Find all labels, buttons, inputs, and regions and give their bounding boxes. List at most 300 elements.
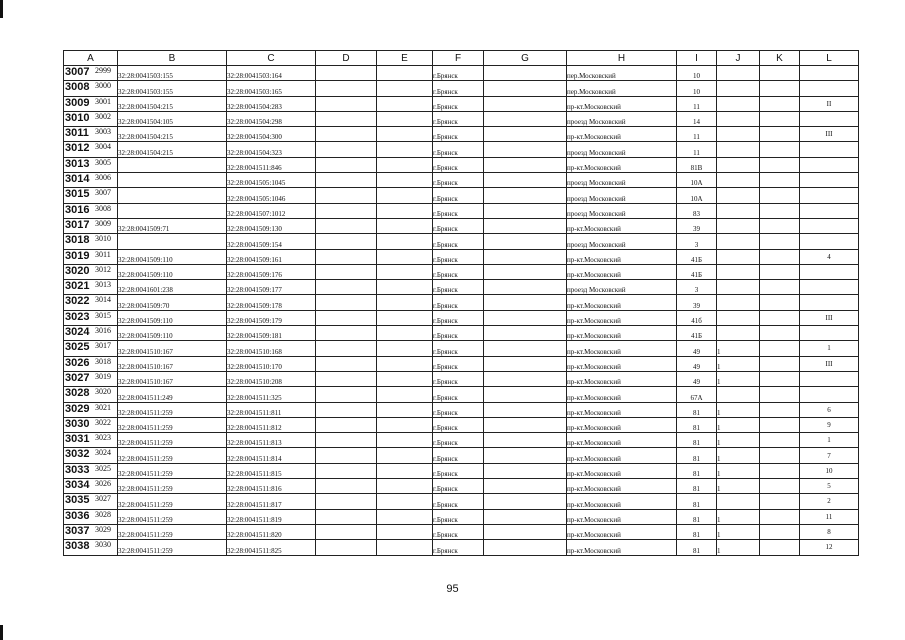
cell-k[interactable]	[760, 371, 800, 386]
cell-l-apartment[interactable]	[800, 157, 859, 172]
cell-k[interactable]	[760, 387, 800, 402]
cell-d[interactable]	[316, 479, 377, 494]
cell-d[interactable]	[316, 417, 377, 432]
cell-e[interactable]	[377, 295, 433, 310]
cell-b-parcel-number[interactable]: 32:28:0041511:259	[118, 463, 227, 478]
column-header-d[interactable]: D	[316, 51, 377, 66]
cell-g[interactable]	[484, 188, 567, 203]
cell-c-object-number[interactable]: 32:28:0041503:164	[227, 66, 316, 81]
row-header[interactable]	[64, 188, 118, 203]
cell-k[interactable]	[760, 479, 800, 494]
cell-e[interactable]	[377, 433, 433, 448]
cell-h-street[interactable]: пр-кт.Московский	[567, 524, 677, 539]
cell-e[interactable]	[377, 203, 433, 218]
cell-g[interactable]	[484, 111, 567, 126]
cell-b-parcel-number[interactable]: 32:28:0041503:155	[118, 81, 227, 96]
column-header-i[interactable]: I	[677, 51, 717, 66]
cell-j[interactable]	[717, 81, 760, 96]
row-header[interactable]	[64, 295, 118, 310]
cell-c-object-number[interactable]: 32:28:0041509:130	[227, 218, 316, 233]
cell-h-street[interactable]: пр-кт.Московский	[567, 341, 677, 356]
cell-e[interactable]	[377, 173, 433, 188]
cell-b-parcel-number[interactable]: 32:28:0041509:70	[118, 295, 227, 310]
cell-c-object-number[interactable]: 32:28:0041511:325	[227, 387, 316, 402]
cell-k[interactable]	[760, 142, 800, 157]
cell-i-house[interactable]: 81	[677, 479, 717, 494]
cell-g[interactable]	[484, 509, 567, 524]
cell-e[interactable]	[377, 341, 433, 356]
row-header[interactable]	[64, 203, 118, 218]
cell-k[interactable]	[760, 509, 800, 524]
row-header[interactable]	[64, 111, 118, 126]
cell-h-street[interactable]: проезд Московский	[567, 234, 677, 249]
cell-h-street[interactable]: пр-кт.Московский	[567, 417, 677, 432]
cell-e[interactable]	[377, 371, 433, 386]
cell-f-city[interactable]: г.Брянск	[433, 203, 484, 218]
cell-l-apartment[interactable]: 7	[800, 448, 859, 463]
cell-l-apartment[interactable]	[800, 173, 859, 188]
cell-g[interactable]	[484, 127, 567, 142]
cell-i-house[interactable]: 10А	[677, 188, 717, 203]
cell-c-object-number[interactable]: 32:28:0041504:300	[227, 127, 316, 142]
cell-l-apartment[interactable]: 5	[800, 479, 859, 494]
cell-g[interactable]	[484, 280, 567, 295]
cell-k[interactable]	[760, 111, 800, 126]
cell-b-parcel-number[interactable]	[118, 157, 227, 172]
cell-f-city[interactable]: г.Брянск	[433, 540, 484, 555]
row-header[interactable]	[64, 127, 118, 142]
cell-d[interactable]	[316, 463, 377, 478]
cell-c-object-number[interactable]: 32:28:0041503:165	[227, 81, 316, 96]
cell-h-street[interactable]: пр-кт.Московский	[567, 264, 677, 279]
cell-l-apartment[interactable]: 11	[800, 509, 859, 524]
cell-h-street[interactable]: проезд Московский	[567, 280, 677, 295]
cell-c-object-number[interactable]: 32:28:0041511:817	[227, 494, 316, 509]
row-header[interactable]	[64, 280, 118, 295]
cell-f-city[interactable]: г.Брянск	[433, 402, 484, 417]
cell-e[interactable]	[377, 509, 433, 524]
cell-d[interactable]	[316, 173, 377, 188]
cell-d[interactable]	[316, 280, 377, 295]
cell-h-street[interactable]: пр-кт.Московский	[567, 356, 677, 371]
cell-f-city[interactable]: г.Брянск	[433, 81, 484, 96]
row-header[interactable]	[64, 371, 118, 386]
cell-f-city[interactable]: г.Брянск	[433, 66, 484, 81]
cell-l-apartment[interactable]	[800, 218, 859, 233]
cell-b-parcel-number[interactable]: 32:28:0041510:167	[118, 341, 227, 356]
cell-e[interactable]	[377, 448, 433, 463]
cell-l-apartment[interactable]	[800, 280, 859, 295]
cell-g[interactable]	[484, 463, 567, 478]
cell-c-object-number[interactable]: 32:28:0041507:1012	[227, 203, 316, 218]
cell-g[interactable]	[484, 96, 567, 111]
cell-h-street[interactable]: пр-кт.Московский	[567, 249, 677, 264]
cell-b-parcel-number[interactable]	[118, 188, 227, 203]
cell-d[interactable]	[316, 524, 377, 539]
cell-l-apartment[interactable]	[800, 81, 859, 96]
cell-f-city[interactable]: г.Брянск	[433, 387, 484, 402]
cell-h-street[interactable]: пр-кт.Московский	[567, 433, 677, 448]
cell-k[interactable]	[760, 326, 800, 341]
column-header-l[interactable]: L	[800, 51, 859, 66]
cell-i-house[interactable]: 49	[677, 371, 717, 386]
cell-j[interactable]	[717, 326, 760, 341]
cell-i-house[interactable]: 81	[677, 494, 717, 509]
cell-i-house[interactable]: 39	[677, 295, 717, 310]
cell-l-apartment[interactable]: 1	[800, 341, 859, 356]
cell-i-house[interactable]: 3	[677, 234, 717, 249]
cell-g[interactable]	[484, 310, 567, 325]
cell-j[interactable]	[717, 188, 760, 203]
cell-g[interactable]	[484, 173, 567, 188]
cell-d[interactable]	[316, 127, 377, 142]
cell-l-apartment[interactable]: 12	[800, 540, 859, 555]
cell-f-city[interactable]: г.Брянск	[433, 234, 484, 249]
cell-j[interactable]: 1	[717, 463, 760, 478]
cell-l-apartment[interactable]	[800, 264, 859, 279]
cell-k[interactable]	[760, 280, 800, 295]
cell-c-object-number[interactable]: 32:28:0041510:168	[227, 341, 316, 356]
cell-i-house[interactable]: 81	[677, 509, 717, 524]
cell-d[interactable]	[316, 387, 377, 402]
cell-d[interactable]	[316, 188, 377, 203]
cell-l-apartment[interactable]	[800, 371, 859, 386]
cell-f-city[interactable]: г.Брянск	[433, 96, 484, 111]
cell-l-apartment[interactable]	[800, 295, 859, 310]
cell-k[interactable]	[760, 295, 800, 310]
cell-i-house[interactable]: 41б	[677, 310, 717, 325]
cell-d[interactable]	[316, 234, 377, 249]
cell-f-city[interactable]: г.Брянск	[433, 341, 484, 356]
cell-e[interactable]	[377, 310, 433, 325]
cell-l-apartment[interactable]	[800, 387, 859, 402]
cell-i-house[interactable]: 10	[677, 81, 717, 96]
cell-b-parcel-number[interactable]: 32:28:0041511:259	[118, 509, 227, 524]
row-header[interactable]	[64, 402, 118, 417]
cell-k[interactable]	[760, 66, 800, 81]
cell-c-object-number[interactable]: 32:28:0041505:1045	[227, 173, 316, 188]
cell-l-apartment[interactable]	[800, 111, 859, 126]
row-header[interactable]	[64, 310, 118, 325]
cell-l-apartment[interactable]	[800, 234, 859, 249]
cell-i-house[interactable]: 11	[677, 127, 717, 142]
cell-e[interactable]	[377, 249, 433, 264]
cell-h-street[interactable]: пер.Московский	[567, 81, 677, 96]
cell-h-street[interactable]: пр-кт.Московский	[567, 295, 677, 310]
cell-g[interactable]	[484, 540, 567, 555]
cell-l-apartment[interactable]: 1	[800, 433, 859, 448]
cell-j[interactable]	[717, 111, 760, 126]
cell-e[interactable]	[377, 326, 433, 341]
cell-e[interactable]	[377, 463, 433, 478]
cell-g[interactable]	[484, 387, 567, 402]
cell-h-street[interactable]: пр-кт.Московский	[567, 402, 677, 417]
cell-k[interactable]	[760, 127, 800, 142]
cell-b-parcel-number[interactable]: 32:28:0041509:110	[118, 249, 227, 264]
cell-f-city[interactable]: г.Брянск	[433, 157, 484, 172]
cell-l-apartment[interactable]	[800, 188, 859, 203]
cell-c-object-number[interactable]: 32:28:0041511:820	[227, 524, 316, 539]
cell-g[interactable]	[484, 479, 567, 494]
cell-k[interactable]	[760, 81, 800, 96]
cell-d[interactable]	[316, 402, 377, 417]
cell-h-street[interactable]: проезд Московский	[567, 203, 677, 218]
cell-c-object-number[interactable]: 32:28:0041509:181	[227, 326, 316, 341]
cell-k[interactable]	[760, 218, 800, 233]
cell-k[interactable]	[760, 203, 800, 218]
cell-j[interactable]	[717, 157, 760, 172]
cell-e[interactable]	[377, 111, 433, 126]
row-header[interactable]	[64, 494, 118, 509]
cell-j[interactable]	[717, 264, 760, 279]
column-header-j[interactable]: J	[717, 51, 760, 66]
cell-k[interactable]	[760, 433, 800, 448]
cell-c-object-number[interactable]: 32:28:0041511:825	[227, 540, 316, 555]
column-header-e[interactable]: E	[377, 51, 433, 66]
cell-k[interactable]	[760, 524, 800, 539]
cell-d[interactable]	[316, 341, 377, 356]
cell-b-parcel-number[interactable]: 32:28:0041511:259	[118, 402, 227, 417]
cell-h-street[interactable]: пр-кт.Московский	[567, 463, 677, 478]
cell-j[interactable]: 1	[717, 448, 760, 463]
cell-g[interactable]	[484, 264, 567, 279]
cell-d[interactable]	[316, 295, 377, 310]
cell-f-city[interactable]: г.Брянск	[433, 417, 484, 432]
cell-i-house[interactable]: 10	[677, 66, 717, 81]
column-header-g[interactable]: G	[484, 51, 567, 66]
cell-j[interactable]	[717, 387, 760, 402]
cell-l-apartment[interactable]: III	[800, 310, 859, 325]
cell-i-house[interactable]: 81В	[677, 157, 717, 172]
row-header[interactable]	[64, 341, 118, 356]
cell-d[interactable]	[316, 203, 377, 218]
cell-d[interactable]	[316, 249, 377, 264]
cell-j[interactable]	[717, 218, 760, 233]
cell-b-parcel-number[interactable]: 32:28:0041509:110	[118, 310, 227, 325]
cell-e[interactable]	[377, 280, 433, 295]
row-header[interactable]	[64, 264, 118, 279]
cell-e[interactable]	[377, 142, 433, 157]
cell-j[interactable]	[717, 310, 760, 325]
cell-d[interactable]	[316, 326, 377, 341]
cell-j[interactable]	[717, 203, 760, 218]
cell-f-city[interactable]: г.Брянск	[433, 127, 484, 142]
cell-k[interactable]	[760, 249, 800, 264]
cell-h-street[interactable]: пр-кт.Московский	[567, 494, 677, 509]
cell-b-parcel-number[interactable]: 32:28:0041511:249	[118, 387, 227, 402]
cell-g[interactable]	[484, 295, 567, 310]
cell-g[interactable]	[484, 402, 567, 417]
cell-l-apartment[interactable]: 6	[800, 402, 859, 417]
row-header[interactable]	[64, 524, 118, 539]
row-header[interactable]	[64, 234, 118, 249]
row-header[interactable]	[64, 433, 118, 448]
cell-l-apartment[interactable]: III	[800, 127, 859, 142]
row-header[interactable]	[64, 387, 118, 402]
cell-h-street[interactable]: пр-кт.Московский	[567, 96, 677, 111]
cell-l-apartment[interactable]: 8	[800, 524, 859, 539]
cell-k[interactable]	[760, 96, 800, 111]
cell-e[interactable]	[377, 157, 433, 172]
cell-i-house[interactable]: 41Б	[677, 249, 717, 264]
cell-e[interactable]	[377, 356, 433, 371]
cell-d[interactable]	[316, 157, 377, 172]
cell-k[interactable]	[760, 356, 800, 371]
cell-b-parcel-number[interactable]: 32:28:0041504:215	[118, 127, 227, 142]
cell-e[interactable]	[377, 264, 433, 279]
cell-g[interactable]	[484, 218, 567, 233]
cell-i-house[interactable]: 3	[677, 280, 717, 295]
cell-b-parcel-number[interactable]: 32:28:0041511:259	[118, 540, 227, 555]
cell-k[interactable]	[760, 173, 800, 188]
cell-e[interactable]	[377, 234, 433, 249]
column-header-h[interactable]: H	[567, 51, 677, 66]
cell-f-city[interactable]: г.Брянск	[433, 479, 484, 494]
cell-b-parcel-number[interactable]: 32:28:0041511:259	[118, 524, 227, 539]
cell-b-parcel-number[interactable]: 32:28:0041511:259	[118, 479, 227, 494]
cell-d[interactable]	[316, 264, 377, 279]
cell-e[interactable]	[377, 218, 433, 233]
cell-i-house[interactable]: 67А	[677, 387, 717, 402]
cell-d[interactable]	[316, 142, 377, 157]
cell-b-parcel-number[interactable]: 32:28:0041511:259	[118, 448, 227, 463]
cell-h-street[interactable]: пр-кт.Московский	[567, 479, 677, 494]
cell-f-city[interactable]: г.Брянск	[433, 295, 484, 310]
cell-l-apartment[interactable]: 10	[800, 463, 859, 478]
column-header-c[interactable]: C	[227, 51, 316, 66]
cell-h-street[interactable]: пр-кт.Московский	[567, 371, 677, 386]
cell-i-house[interactable]: 81	[677, 540, 717, 555]
cell-h-street[interactable]: пр-кт.Московский	[567, 157, 677, 172]
cell-d[interactable]	[316, 509, 377, 524]
cell-g[interactable]	[484, 524, 567, 539]
column-header-b[interactable]: B	[118, 51, 227, 66]
cell-g[interactable]	[484, 234, 567, 249]
cell-i-house[interactable]: 41Б	[677, 264, 717, 279]
cell-j[interactable]: 1	[717, 540, 760, 555]
cell-h-street[interactable]: проезд Московский	[567, 173, 677, 188]
cell-b-parcel-number[interactable]: 32:28:0041504:105	[118, 111, 227, 126]
cell-c-object-number[interactable]: 32:28:0041511:812	[227, 417, 316, 432]
cell-k[interactable]	[760, 341, 800, 356]
cell-b-parcel-number[interactable]: 32:28:0041510:167	[118, 356, 227, 371]
cell-j[interactable]	[717, 494, 760, 509]
cell-c-object-number[interactable]: 32:28:0041504:298	[227, 111, 316, 126]
cell-c-object-number[interactable]: 32:28:0041511:815	[227, 463, 316, 478]
cell-f-city[interactable]: г.Брянск	[433, 264, 484, 279]
cell-e[interactable]	[377, 81, 433, 96]
cell-c-object-number[interactable]: 32:28:0041510:208	[227, 371, 316, 386]
row-header[interactable]	[64, 142, 118, 157]
cell-b-parcel-number[interactable]: 32:28:0041511:259	[118, 494, 227, 509]
cell-c-object-number[interactable]: 32:28:0041511:819	[227, 509, 316, 524]
cell-i-house[interactable]: 83	[677, 203, 717, 218]
cell-k[interactable]	[760, 264, 800, 279]
row-header[interactable]	[64, 66, 118, 81]
row-header[interactable]	[64, 479, 118, 494]
cell-h-street[interactable]: пр-кт.Московский	[567, 448, 677, 463]
cell-c-object-number[interactable]: 32:28:0041511:846	[227, 157, 316, 172]
cell-e[interactable]	[377, 479, 433, 494]
cell-d[interactable]	[316, 371, 377, 386]
row-header[interactable]	[64, 249, 118, 264]
cell-e[interactable]	[377, 494, 433, 509]
cell-c-object-number[interactable]: 32:28:0041504:283	[227, 96, 316, 111]
cell-i-house[interactable]: 81	[677, 448, 717, 463]
cell-h-street[interactable]: пр-кт.Московский	[567, 540, 677, 555]
cell-j[interactable]: 1	[717, 402, 760, 417]
cell-d[interactable]	[316, 356, 377, 371]
cell-f-city[interactable]: г.Брянск	[433, 218, 484, 233]
cell-j[interactable]: 1	[717, 417, 760, 432]
cell-i-house[interactable]: 41Б	[677, 326, 717, 341]
cell-d[interactable]	[316, 433, 377, 448]
cell-h-street[interactable]: пр-кт.Московский	[567, 509, 677, 524]
cell-d[interactable]	[316, 81, 377, 96]
cell-f-city[interactable]: г.Брянск	[433, 326, 484, 341]
cell-i-house[interactable]: 81	[677, 433, 717, 448]
row-header[interactable]	[64, 417, 118, 432]
cell-h-street[interactable]: пр-кт.Московский	[567, 310, 677, 325]
cell-h-street[interactable]: пер.Московский	[567, 66, 677, 81]
row-header[interactable]	[64, 540, 118, 555]
cell-c-object-number[interactable]: 32:28:0041511:814	[227, 448, 316, 463]
cell-h-street[interactable]: проезд Московский	[567, 111, 677, 126]
cell-f-city[interactable]: г.Брянск	[433, 433, 484, 448]
cell-c-object-number[interactable]: 32:28:0041509:161	[227, 249, 316, 264]
cell-g[interactable]	[484, 326, 567, 341]
cell-i-house[interactable]: 11	[677, 96, 717, 111]
cell-d[interactable]	[316, 218, 377, 233]
cell-b-parcel-number[interactable]: 32:28:0041504:215	[118, 142, 227, 157]
cell-g[interactable]	[484, 356, 567, 371]
cell-d[interactable]	[316, 540, 377, 555]
cell-e[interactable]	[377, 540, 433, 555]
cell-i-house[interactable]: 81	[677, 524, 717, 539]
row-header[interactable]	[64, 96, 118, 111]
cell-g[interactable]	[484, 157, 567, 172]
cell-c-object-number[interactable]: 32:28:0041505:1046	[227, 188, 316, 203]
cell-j[interactable]: 1	[717, 356, 760, 371]
cell-e[interactable]	[377, 66, 433, 81]
cell-f-city[interactable]: г.Брянск	[433, 173, 484, 188]
cell-g[interactable]	[484, 448, 567, 463]
cell-c-object-number[interactable]: 32:28:0041509:154	[227, 234, 316, 249]
cell-e[interactable]	[377, 96, 433, 111]
cell-e[interactable]	[377, 402, 433, 417]
cell-g[interactable]	[484, 371, 567, 386]
cell-l-apartment[interactable]: 9	[800, 417, 859, 432]
cell-h-street[interactable]: проезд Московский	[567, 188, 677, 203]
cell-j[interactable]	[717, 142, 760, 157]
cell-i-house[interactable]: 81	[677, 463, 717, 478]
cell-b-parcel-number[interactable]: 32:28:0041504:215	[118, 96, 227, 111]
cell-e[interactable]	[377, 127, 433, 142]
cell-j[interactable]	[717, 127, 760, 142]
cell-j[interactable]: 1	[717, 479, 760, 494]
row-header[interactable]	[64, 356, 118, 371]
cell-f-city[interactable]: г.Брянск	[433, 494, 484, 509]
cell-l-apartment[interactable]	[800, 142, 859, 157]
row-header[interactable]	[64, 81, 118, 96]
cell-j[interactable]: 1	[717, 509, 760, 524]
row-header[interactable]	[64, 326, 118, 341]
cell-i-house[interactable]: 49	[677, 341, 717, 356]
cell-i-house[interactable]: 14	[677, 111, 717, 126]
column-header-a[interactable]: A	[64, 51, 118, 66]
cell-f-city[interactable]: г.Брянск	[433, 310, 484, 325]
row-header[interactable]	[64, 509, 118, 524]
